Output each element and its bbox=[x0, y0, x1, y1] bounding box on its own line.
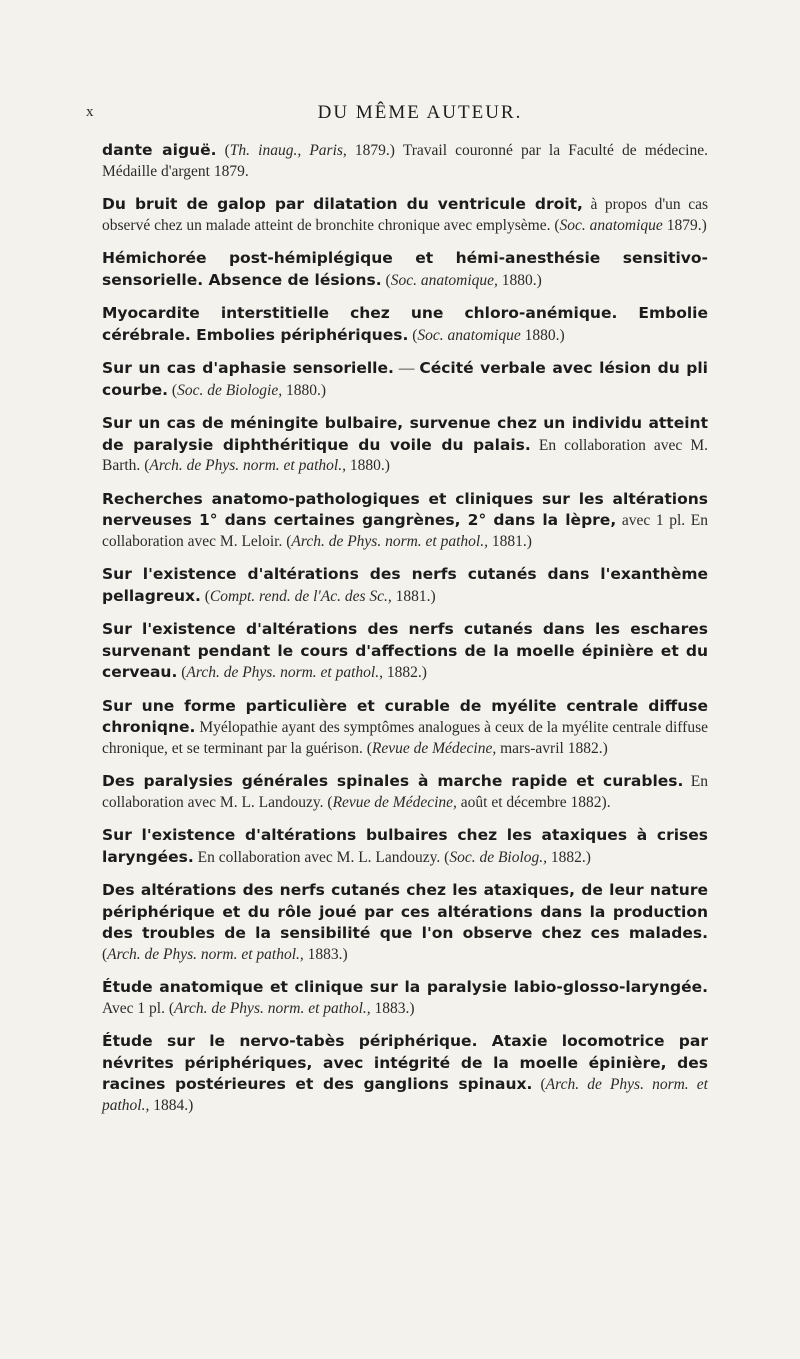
bibliography-entry bbox=[102, 489, 708, 553]
bibliography-entry bbox=[102, 194, 708, 236]
reference-detail: 1879.) bbox=[662, 216, 707, 234]
reference-source: Soc. de Biologie, bbox=[177, 381, 283, 399]
entry-reference bbox=[382, 272, 542, 289]
entry-reference bbox=[282, 533, 532, 550]
reference-detail: 1879.) Travail couronné par la Faculté de médecine. Médaille d'argent 1879. bbox=[102, 142, 708, 180]
reference-source: Soc. anatomique, bbox=[390, 271, 498, 289]
reference-source: Revue de Médecine, bbox=[371, 739, 497, 757]
reference-source: Arch. de Phys. norm. et pathol., bbox=[291, 532, 488, 550]
reference-detail: 1880.) bbox=[520, 326, 565, 344]
reference-detail: 1880.) bbox=[345, 457, 390, 474]
page-number: x bbox=[86, 104, 94, 120]
entry-reference bbox=[363, 740, 608, 757]
entry-title: Sur l'existence d'altérations des nerfs cutanés dans les eschares survenant pendant le cours d'affections de la moelle épinière et du cerveau. bbox=[102, 620, 708, 681]
reference-open: ( bbox=[102, 945, 108, 963]
reference-source: Compt. rend. de l'Ac. des Sc., bbox=[209, 587, 392, 605]
bibliography-entry bbox=[102, 303, 708, 346]
reference-source: Th. inaug., Paris, bbox=[229, 142, 347, 159]
entry-description: En collaboration avec M. L. Landouzy. bbox=[102, 773, 709, 811]
bibliography-entry bbox=[102, 771, 708, 813]
reference-open: ( bbox=[168, 381, 178, 399]
running-title: DU MÊME AUTEUR. bbox=[317, 102, 523, 123]
reference-source: Arch. de Phys. norm. et pathol., bbox=[102, 1076, 708, 1114]
reference-open: ( bbox=[200, 587, 210, 605]
entry-reference bbox=[168, 382, 326, 399]
reference-open: ( bbox=[362, 739, 372, 757]
reference-source: Revue de Médecine, bbox=[332, 793, 457, 811]
reference-detail: août et décembre 1882). bbox=[456, 793, 611, 811]
entry-title: Sur l'existence d'altérations des nerfs cutanés dans l'exanthème pellagreux. bbox=[102, 565, 708, 605]
reference-detail: 1883.) bbox=[303, 945, 348, 963]
reference-open: ( bbox=[282, 532, 292, 550]
reference-detail: 1883.) bbox=[370, 999, 415, 1017]
reference-open: ( bbox=[323, 793, 333, 811]
bibliography-entry bbox=[102, 564, 708, 607]
reference-open: ( bbox=[550, 216, 560, 234]
entry-description: Myélopathie ayant des symptômes analogues à ceux de la myélite centrale diffuse chronique, et se terminant par la guérison. bbox=[102, 719, 708, 757]
bibliography-entry bbox=[102, 413, 708, 477]
reference-source: Arch. de Phys. norm. et pathol., bbox=[186, 664, 383, 681]
reference-source: Soc. anatomique bbox=[417, 326, 521, 344]
entry-title: Des altérations des nerfs cutanés chez les ataxiques, de leur nature périphérique et du rôle joué par ces altérations dans la production des troubles de la sensibilité que l'on observe chez ces malades. bbox=[102, 881, 708, 942]
entry-title: Sur un cas d'aphasie sensorielle. bbox=[102, 359, 394, 377]
entry-description: En collaboration avec M. Barth. bbox=[102, 436, 708, 474]
reference-detail: 1884.) bbox=[149, 1096, 194, 1114]
entry-title: Étude anatomique et clinique sur la paralysie labio-glosso-laryngée. bbox=[102, 978, 708, 996]
entry-reference bbox=[102, 946, 348, 963]
bibliography-list bbox=[102, 140, 708, 1128]
bibliography-entry bbox=[102, 696, 708, 760]
reference-detail: mars-avril 1882.) bbox=[496, 739, 608, 757]
reference-open: ( bbox=[216, 142, 230, 159]
bibliography-entry bbox=[102, 825, 708, 868]
entry-reference bbox=[440, 849, 591, 866]
bibliography-entry bbox=[102, 977, 708, 1019]
reference-source: Arch. de Phys. norm. et pathol., bbox=[174, 999, 371, 1017]
entry-reference bbox=[324, 794, 611, 811]
entry-title: Hémichorée post-hémiplégique et hémi-anesthésie sensitivo-sensorielle. Absence de lésions. bbox=[102, 249, 708, 289]
entry-description: Avec 1 pl. bbox=[102, 999, 165, 1017]
entry-title: Du bruit de galop par dilatation du ventricule droit, bbox=[102, 195, 583, 213]
page-header bbox=[0, 102, 800, 126]
entry-title: Sur une forme particulière et curable de myélite centrale diffuse chroniqne. bbox=[102, 696, 708, 736]
entry-reference bbox=[165, 1000, 415, 1017]
entry-reference bbox=[550, 217, 706, 234]
bibliography-entry bbox=[102, 358, 708, 401]
entry-reference bbox=[408, 327, 564, 344]
bibliography-entry bbox=[102, 140, 708, 182]
reference-source: Soc. anatomique bbox=[559, 216, 663, 234]
reference-source: Arch. de Phys. norm. et pathol., bbox=[149, 457, 346, 474]
bibliography-entry bbox=[102, 619, 708, 684]
reference-open: ( bbox=[408, 326, 418, 344]
reference-detail: 1882.) bbox=[547, 848, 591, 866]
reference-open: ( bbox=[532, 1076, 546, 1093]
reference-source: Soc. de Biolog., bbox=[449, 848, 548, 866]
entry-title: dante aiguë. bbox=[102, 141, 217, 159]
reference-source: Arch. de Phys. norm. et pathol., bbox=[107, 945, 304, 963]
entry-reference bbox=[177, 664, 427, 681]
reference-open: ( bbox=[381, 271, 391, 289]
reference-detail: 1880.) bbox=[282, 381, 327, 399]
bibliography-entry bbox=[102, 1031, 708, 1116]
bibliography-entry bbox=[102, 248, 708, 291]
reference-open: ( bbox=[164, 999, 175, 1017]
reference-open: ( bbox=[140, 457, 150, 474]
entry-title-continued: Cécité verbale avec lésion du pli courbe. bbox=[102, 359, 708, 399]
bibliography-entry bbox=[102, 880, 708, 965]
entry-title: Des paralysies générales spinales à marche rapide et curables. bbox=[102, 772, 684, 790]
entry-description: En collaboration avec M. L. Landouzy. bbox=[193, 848, 441, 866]
reference-detail: 1880.) bbox=[497, 271, 542, 289]
reference-open: ( bbox=[440, 848, 450, 866]
reference-detail: 1881.) bbox=[487, 532, 532, 550]
reference-detail: 1881.) bbox=[391, 587, 436, 605]
entry-description: à propos d'un cas observé chez un malade atteint de bronchite chronique avec emplysème. bbox=[102, 196, 708, 234]
entry-title: Sur l'existence d'altérations bulbaires chez les ataxiques à crises laryngées. bbox=[102, 826, 708, 866]
entry-reference bbox=[201, 588, 436, 605]
entry-title: Sur un cas de méningite bulbaire, survenue chez un individu atteint de paralysie diphthéritique du voile du palais. bbox=[102, 414, 708, 454]
entry-reference bbox=[140, 457, 390, 474]
entry-description: — bbox=[393, 360, 420, 377]
entry-title: Étude sur le nervo-tabès périphérique. Ataxie locomotrice par névrites périphériques, avec intégrité de la moelle épinière, des racines postérieures et des ganglions spinaux. bbox=[102, 1032, 708, 1093]
entry-title: Myocardite interstitielle chez une chloro-anémique. Embolie cérébrale. Embolies périphériques. bbox=[102, 304, 708, 344]
entry-description: avec 1 pl. En collaboration avec M. Leloir. bbox=[102, 512, 709, 550]
reference-detail: 1882.) bbox=[382, 664, 427, 681]
entry-title: Recherches anatomo-pathologiques et cliniques sur les altérations nerveuses 1° dans certaines gangrènes, 2° dans la lèpre, bbox=[102, 489, 708, 529]
reference-open: ( bbox=[177, 664, 187, 681]
